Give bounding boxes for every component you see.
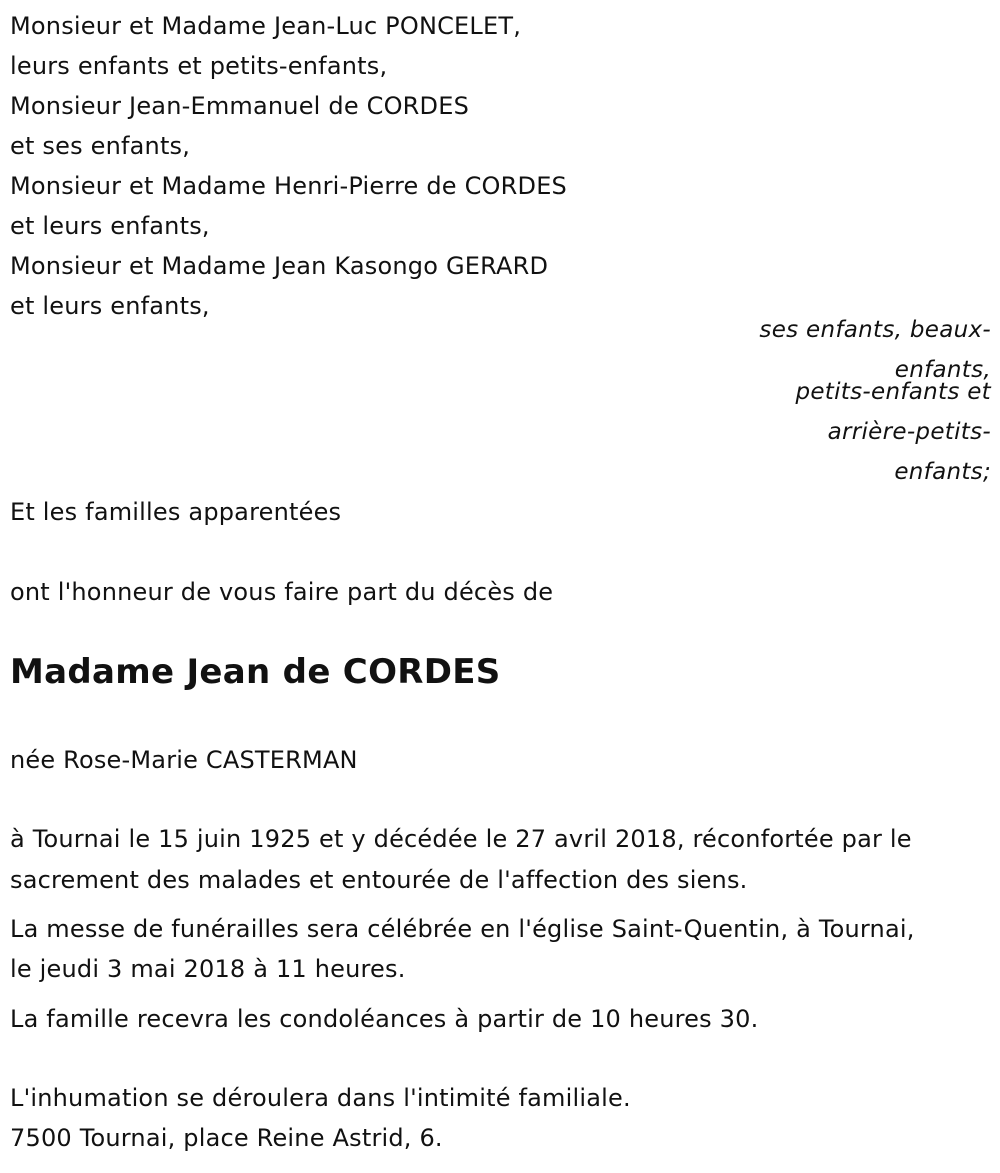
related-families: Et les familles apparentées [10,498,342,526]
family-line-8: et leurs enfants, [10,292,210,320]
relation-line-4: arrière-petits- [827,419,991,445]
detail-line-3: La messe de funérailles sera célébrée en l'église Saint-Quentin, à Tournai, [10,915,915,943]
relation-line-1: ses enfants, beaux- [759,317,991,343]
relation-line-5: enfants; [894,459,991,485]
announcement: ont l'honneur de vous faire part du décès de [10,578,554,606]
detail-line-2: sacrement des malades et entourée de l'affection des siens. [10,866,748,894]
detail-line-5: La famille recevra les condoléances à partir de 10 heures 30. [10,1005,759,1033]
family-line-1: Monsieur et Madame Jean-Luc PONCELET, [10,12,522,40]
family-line-4: et ses enfants, [10,132,191,160]
relation-line-2: enfants, [894,357,991,383]
closing-line-2: 7500 Tournai, place Reine Astrid, 6. [10,1124,443,1152]
detail-line-4: le jeudi 3 mai 2018 à 11 heures. [10,955,406,983]
family-line-5: Monsieur et Madame Henri-Pierre de CORDES [10,172,567,200]
deceased-name: Madame Jean de CORDES [10,652,501,692]
family-line-7: Monsieur et Madame Jean Kasongo GERARD [10,252,549,280]
family-line-6: et leurs enfants, [10,212,210,240]
family-line-3: Monsieur Jean-Emmanuel de CORDES [10,92,470,120]
closing-line-1: L'inhumation se déroulera dans l'intimité familiale. [10,1084,631,1112]
maiden-name: née Rose-Marie CASTERMAN [10,746,358,774]
detail-line-1: à Tournai le 15 juin 1925 et y décédée le 27 avril 2018, réconfortée par le [10,825,912,853]
relation-line-3: petits-enfants et [795,379,991,405]
family-line-2: leurs enfants et petits-enfants, [10,52,388,80]
